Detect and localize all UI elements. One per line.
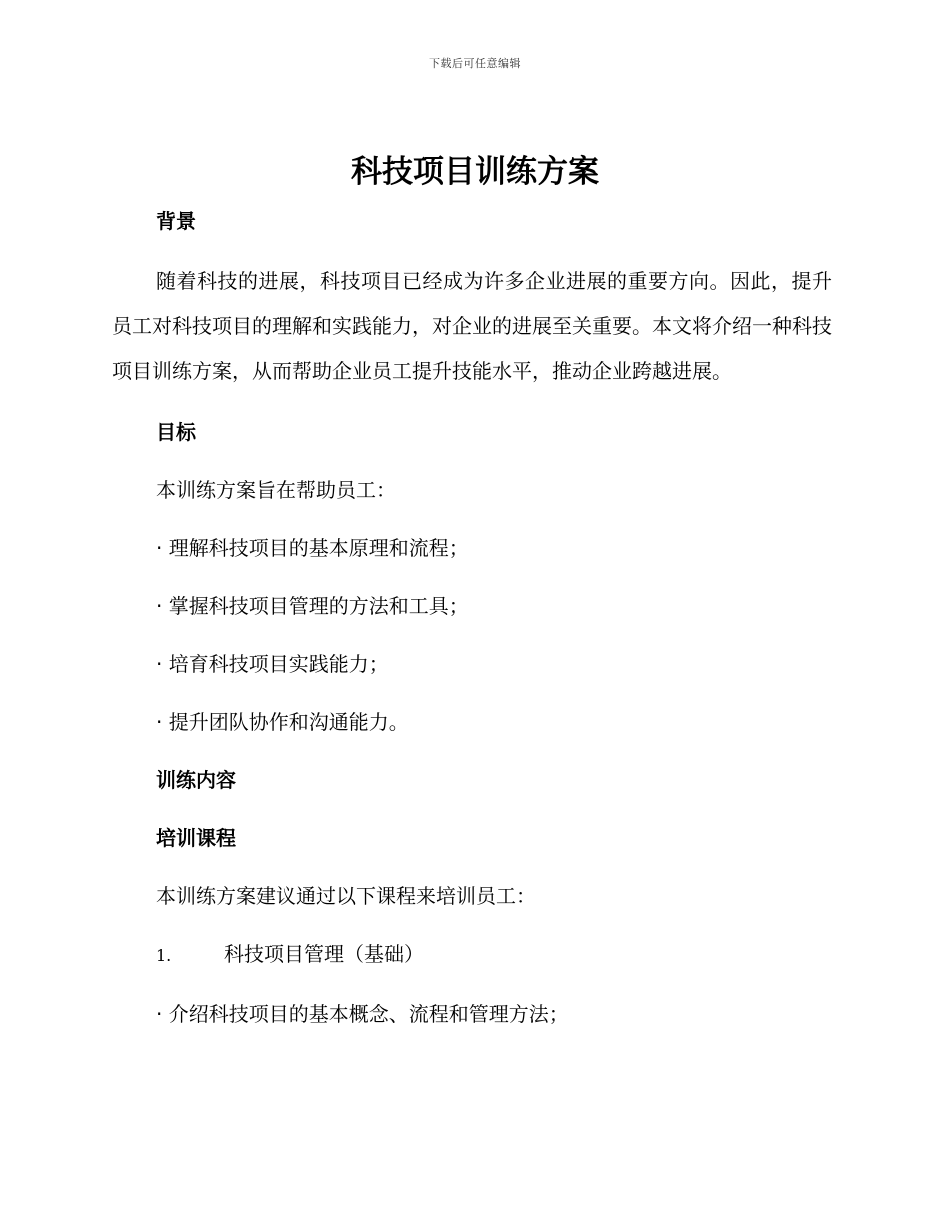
goal-item: · 理解科技项目的基本原理和流程； [156, 536, 469, 560]
goal-item: · 培育科技项目实践能力； [156, 652, 389, 676]
heading-training-content: 训练内容 [156, 768, 236, 792]
document-body [112, 203, 832, 1032]
course-1-title: 科技项目管理（基础） [224, 942, 424, 966]
goal-item: · 掌握科技项目管理的方法和工具； [156, 594, 469, 618]
courses-intro: 本训练方案建议通过以下课程来培训员工： [156, 884, 536, 908]
heading-training-courses: 培训课程 [156, 826, 236, 850]
course-1-item: · 介绍科技项目的基本概念、流程和管理方法； [156, 1002, 569, 1026]
heading-background: 背景 [156, 209, 196, 233]
document-title: 科技项目训练方案 [351, 154, 599, 190]
course-1 [156, 936, 832, 974]
course-1-number: 1. [156, 946, 172, 965]
header-note: 下载后可任意编辑 [429, 57, 521, 70]
goal-item: · 提升团队协作和沟通能力。 [156, 710, 409, 734]
goals-intro: 本训练方案旨在帮助员工： [156, 478, 396, 502]
background-paragraph: 随着科技的进展，科技项目已经成为许多企业进展的重要方向。因此，提升员工对科技项目的理解和实践能力，对企业的进展至关重要。本文将介绍一种科技项目训练方案，从而帮助企业员工提升技能水平，推动企业跨越进展。 [112, 269, 832, 383]
heading-goals: 目标 [156, 420, 196, 444]
